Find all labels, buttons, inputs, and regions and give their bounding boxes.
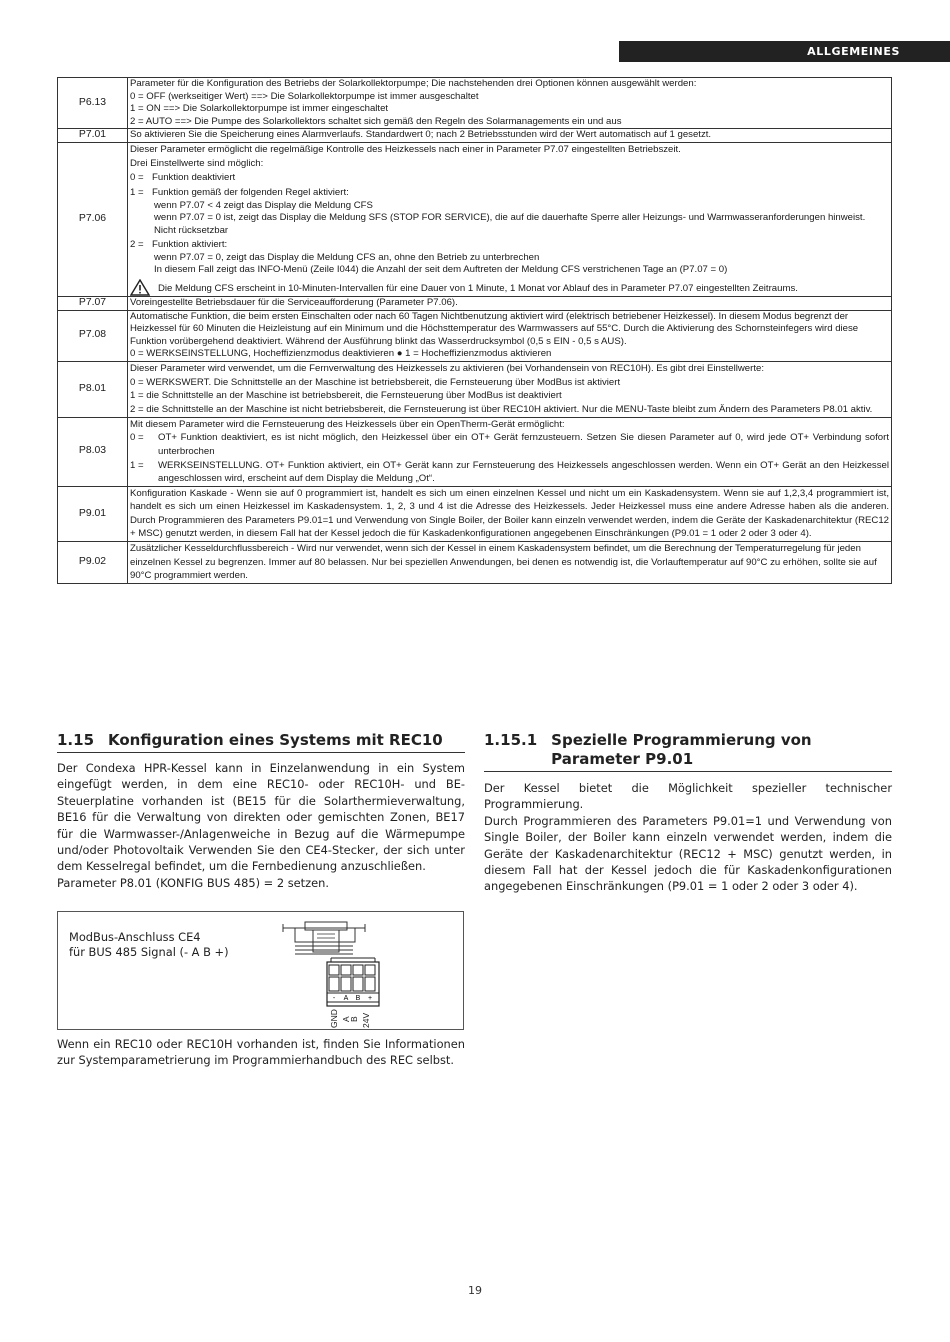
section-title: Konfiguration eines Systems mit REC10 [108,731,443,749]
table-row [58,486,892,541]
section-number: 1.15.1 [484,731,538,749]
param-description [128,142,892,296]
option-key: 1 = [130,459,144,471]
table-row [58,361,892,417]
figure-label-title: ModBus-Anschluss CE4 [69,930,201,944]
option-key: 2 = [130,238,144,250]
page-number: 19 [468,1284,482,1297]
sub-line: In diesem Fall zeigt das INFO-Menü (Zeile I044) die Anzahl der seit dem Auftreten der Meldung CFS verstrichenen Tage an (P7.07 = 0) [154,264,728,276]
desc-paragraph: Konfiguration Kaskade - Wenn sie auf 0 programmiert ist, handelt es sich um einen einzelnen Kessel und nicht um ein Kaskadensystem. Wenn sie auf 1,2,3,4 programmiert ist, handelt es sich um einen Heizkessel im Kaskadensystem. 1, 2, 3 und 4 ist die Adresse des Heizkessels. Jeder Heizkessel muss eine andere Adresse haben als die anderen. Durch Programmieren des Parameters P9.01=1 und Verwendung von Single Boiler, der Boiler kann einzeln verwendet werden, indem die Geräte der Kaskadenarchitektur (REC12 + MSC) genutzt werden, in diesem Fall hat der Kessel jedoch die für Kaskadenkonfigurationen angegebenen Einschränkungen (P9.01 = 1 oder 2 oder 3 oder 4). [130,487,889,540]
section-header-bar [619,41,950,62]
pin-label-b: B [349,1016,359,1022]
param-description [128,417,892,486]
pin-label-24v: 24V [361,1012,371,1028]
desc-line: 2 = die Schnittstelle an der Maschine ist nicht betriebsbereit, die Fernsteuerung ist über REC10H aktiviert. Nur die MENU-Taste bleibt zum Ändern des Parameters P8.01 aktiv. [130,404,873,416]
warning-icon [130,279,150,296]
intro-text-start: Der [57,761,86,775]
terminal-label-plus: + [367,995,373,1002]
sub-line: wenn P7.07 = 0 ist, zeigt das Display die Meldung SFS (STOP FOR SERVICE), die auf die dauerhafte Sperre aller Heizungs- und Warmwasseranforderungen hinweist. Nicht rücksetzbar [154,212,866,236]
desc-line: Voreingestellte Betriebsdauer für die Serviceaufforderung (Parameter P7.06). [130,296,458,308]
section-title: Spezielle Programmierung von Parameter P9.01 [551,731,812,768]
desc-paragraph: Automatische Funktion, die beim ersten Einschalten oder nach 60 Tagen Nichtbenutzung aktiviert wird (elektrisch betriebener Heizkessel). In diesem Modus begrenzt der Heizkessel für 60 Minuten die Heizleistung auf ein Minimum und die Höchsttemperatur des Warmwassers auf 55°C. Durch die Aktivierung des Schornsteinfegers wird diese Funktion vorübergehend deaktiviert. Während der Ausführung blinkt das Wasserdrucksymbol (0,5 s EIN - 0,5 s AUS). [130,310,859,347]
table-row [58,296,892,310]
table-row [58,78,892,129]
param-instruction: Parameter P8.01 (KONFIG BUS 485) = 2 setzen. [57,875,329,890]
param-description [128,310,892,361]
table-row [58,142,892,296]
section-number: 1.15 [57,731,95,749]
option-text: OT+ Funktion deaktiviert, es ist nicht möglich, den Heizkessel über ein OT+ Gerät fernzusteuern. Setzen Sie diesen Parameter auf 0, wird jede OT+ Verbindung sofort unterbrochen [158,432,889,457]
param-code: P7.01 [58,129,128,143]
desc-line: Parameter für die Konfiguration des Betriebs der Solarkollektorpumpe; Die nachstehenden drei Optionen können ausgewählt werden: [130,78,697,89]
desc-line: 1 = die Schnittstelle an der Maschine ist betriebsbereit, die Fernsteuerung über ModBus ist deaktiviert [130,390,562,402]
desc-line: 1 = ON ==> Die Solarkollektorpumpe ist immer eingeschaltet [130,103,389,115]
option-row [130,171,889,185]
table-row [58,417,892,486]
option-row [130,238,889,252]
terminal-label-minus: - [332,995,336,1002]
pin-label-a: A [341,1016,351,1022]
figure-label-subtitle: für BUS 485 Signal (- A B +) [69,945,229,959]
desc-line: Dieser Parameter wird verwendet, um die Fernverwaltung des Heizkessels zu aktivieren (bei Vorhandensein von REC10H). Es gibt drei Einstellwerte: [130,362,765,374]
param-code: P8.01 [58,361,128,417]
param-description [128,486,892,541]
option-key: 0 = [130,172,144,184]
param-code: P6.13 [58,78,128,129]
section-1-15-1-body [484,780,892,895]
sub-line: wenn P7.07 = 0, zeigt das Display die Meldung CFS an, ohne den Betrieb zu unterbrechen [154,251,540,263]
option-text: Funktion aktiviert: [152,238,228,250]
param-description [128,129,892,143]
pin-label-gnd: GND [329,1009,339,1028]
figure-label [69,930,229,960]
desc-line: Drei Einstellwerte sind möglich: [130,158,264,170]
terminal-label-b: B [355,995,361,1002]
option-text: WERKSEINSTELLUNG. OT+ Funktion aktiviert, ein OT+ Gerät kann zur Fernsteuerung des Heizkessels angeschlossen werden. Wenn ein OT+ Gerät an den Heizkessel angeschlossen wird, erscheint auf dem Display die Meldung „Ot“. [158,459,889,485]
section-header-label: ALLGEMEINES [807,45,900,58]
section-rule [484,771,892,772]
desc-paragraph: Zusätzlicher Kesseldurchflussbereich - Wird nur verwendet, wenn sich der Kessel in einem Kaskadensystem befindet, um die Berechnung der Temperaturregelung für jeden einzelnen Kessel zu begrenzen. Immer auf 80 belassen. Nur bei speziellen Anwendungen, bei denen es notwendig ist, die Vorlauftemperatur auf 90°C zu erhöhen, sollte sie auf 90°C programmiert werden. [130,543,877,582]
desc-line: Mit diesem Parameter wird die Fernsteuerung des Heizkessels über ein OpenTherm-Gerät ermöglicht: [130,418,565,430]
paragraph: Durch Programmieren des Parameters P9.01=1 und Verwendung von Single Boiler, der Boiler kann einzeln verwendet werden, indem die Geräte der Kaskadenarchitektur (REC12 + MSC) genutzt werden, in diesem Fall hat der Kessel jedoch die für Kaskadenkonfigurationen angegebenen Einschränkungen (P9.01 = 1 oder 2 oder 3 oder 4). [484,813,892,894]
option-key: 0 = [130,432,144,444]
param-description [128,78,892,129]
connector-figure [57,911,464,1030]
sub-line: wenn P7.07 < 4 zeigt das Display die Meldung CFS [154,199,373,211]
section-1-15-1-heading [484,731,892,769]
section-rule [57,752,465,753]
desc-line: 2 = AUTO ==> Die Pumpe des Solarkollektors schaltet sich gemäß den Regeln des Solarmanagements ein und aus [130,115,622,127]
desc-line: Dieser Parameter ermöglicht die regelmäßige Kontrolle des Heizkessels nach einer in Parameter P7.07 eingestellten Betriebszeit. [130,143,681,155]
section-1-15-body [57,760,465,891]
option-row [130,431,889,458]
param-code: P8.03 [58,417,128,486]
intro-paragraph [57,760,465,875]
desc-line: 0 = WERKSEINSTELLUNG, Hocheffizienzmodus deaktivieren ● 1 = Hocheffizienzmodus aktivieren [130,348,552,360]
table-row [58,129,892,143]
terminal-label-a: A [343,995,349,1002]
option-row [130,459,889,486]
ce4-connector-diagram [253,918,383,1028]
parameter-table [57,77,892,584]
param-code: P7.07 [58,296,128,310]
warning-text: Die Meldung CFS erscheint in 10-Minuten-Intervallen für eine Dauer von 1 Minute, 1 Monat vor Ablauf des in Parameter P7.07 eingestellten Zeitraums. [158,282,798,294]
rec-info-paragraph: Wenn ein REC10 oder REC10H vorhanden ist, finden Sie Informationen zur Systemparametrierung im Programmierhandbuch des REC selbst. [57,1037,465,1068]
param-description [128,542,892,584]
table-row [58,542,892,584]
brand-name: Condexa HPR [85,761,167,775]
warning-note [130,279,889,296]
desc-line: So aktivieren Sie die Speicherung eines Alarmverlaufs. Standardwert 0; nach 2 Betriebsstunden wird der Wert automatisch auf 1 gesetzt. [130,129,712,141]
option-row [130,186,889,200]
param-code: P7.06 [58,142,128,296]
section-1-15-heading [57,731,465,749]
option-text: Funktion gemäß der folgenden Regel aktiviert: [152,186,349,198]
option-text: Funktion deaktiviert [152,172,236,184]
param-description [128,296,892,310]
table-row [58,310,892,361]
param-code: P9.02 [58,542,128,584]
desc-line: 0 = OFF (werkseitiger Wert) ==> Die Solarkollektorpumpe ist immer ausgeschaltet [130,90,479,102]
paragraph: Der Kessel bietet die Möglichkeit spezieller technischer Programmierung. [484,781,892,812]
param-code: P7.08 [58,310,128,361]
option-key: 1 = [130,186,144,198]
param-description [128,361,892,417]
intro-text-rest: -Kessel kann in Einzelanwendung in ein System eingefügt werden, in dem eine REC10- oder REC10H- und BE-Steuerplatine vorhanden ist (BE15 für die Solarthermieverwaltung, BE16 für die Verwaltung von direkten oder gemischten Zonen, BE17 für die Warmwasser-/Anlagenweiche in Bezug auf die Wärmepumpe und/oder Photovoltaik Verwenden Sie den CE4-Stecker, der sich unter dem Kesselregal befindet, um die Fernbedienung anzuschließen. [57,761,465,874]
desc-line: 0 = WERKSWERT. Die Schnittstelle an der Maschine ist betriebsbereit, die Fernsteuerung über ModBus ist aktiviert [130,376,621,388]
param-code: P9.01 [58,486,128,541]
